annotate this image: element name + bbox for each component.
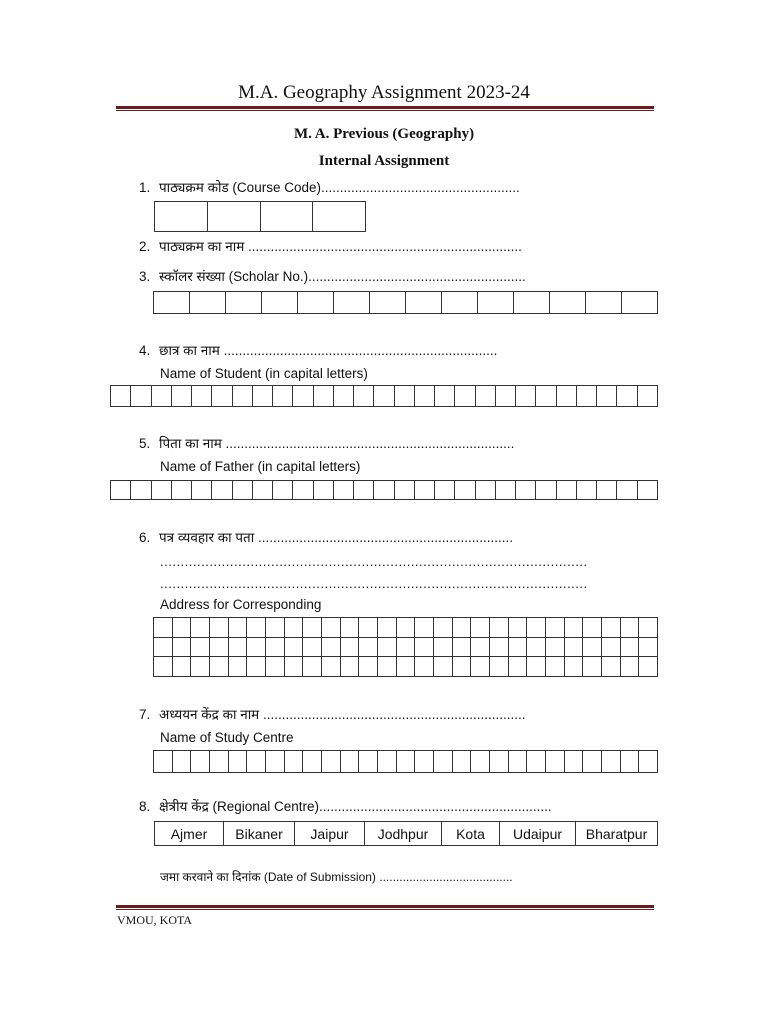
input-box[interactable] <box>527 638 546 658</box>
input-box[interactable] <box>527 657 546 677</box>
input-box[interactable] <box>565 638 584 658</box>
input-box[interactable] <box>397 638 416 658</box>
input-box[interactable] <box>577 386 597 407</box>
input-box[interactable] <box>154 618 173 638</box>
input-box[interactable] <box>229 638 248 658</box>
input-box[interactable] <box>455 481 475 500</box>
input-box[interactable] <box>617 386 637 407</box>
input-box[interactable] <box>602 751 621 773</box>
input-box[interactable] <box>190 292 226 314</box>
input-box[interactable] <box>334 292 370 314</box>
field-number: 2. <box>139 239 151 254</box>
input-box[interactable] <box>303 618 322 638</box>
input-box[interactable] <box>152 386 172 407</box>
address-line-2: ........................................................................................................ <box>160 554 588 569</box>
input-box[interactable] <box>471 638 490 658</box>
input-box[interactable] <box>131 481 151 500</box>
input-box[interactable] <box>602 618 621 638</box>
input-box[interactable] <box>639 751 658 773</box>
field-number: 6. <box>139 530 151 545</box>
input-box[interactable] <box>247 638 266 658</box>
input-box[interactable] <box>334 481 354 500</box>
field-number: 5. <box>139 436 151 451</box>
input-box[interactable] <box>173 638 192 658</box>
field-label: पिता का नाम ............................................................................. <box>159 436 515 451</box>
input-box[interactable] <box>435 386 455 407</box>
input-box[interactable] <box>453 638 472 658</box>
input-box[interactable] <box>415 618 434 638</box>
input-box[interactable] <box>359 638 378 658</box>
input-box[interactable] <box>210 751 229 773</box>
input-box[interactable] <box>550 292 586 314</box>
input-box[interactable] <box>293 386 313 407</box>
field-number: 4. <box>139 343 151 358</box>
input-box[interactable] <box>415 751 434 773</box>
centre-option-jaipur[interactable]: Jaipur <box>295 822 365 845</box>
field-label: पाठ्यक्रम का नाम ......................................................................... <box>159 239 522 254</box>
input-box[interactable] <box>557 481 577 500</box>
input-box[interactable] <box>273 481 293 500</box>
input-box[interactable] <box>359 618 378 638</box>
input-box[interactable] <box>395 386 415 407</box>
course-subtitle: M. A. Previous (Geography) <box>293 126 475 142</box>
input-box[interactable] <box>621 751 640 773</box>
input-box[interactable] <box>397 751 416 773</box>
input-box[interactable] <box>516 481 536 500</box>
input-box[interactable] <box>374 481 394 500</box>
input-box[interactable] <box>639 618 658 638</box>
input-box[interactable] <box>453 751 472 773</box>
field-scholar-no <box>139 267 526 285</box>
input-box[interactable] <box>341 638 360 658</box>
input-box[interactable] <box>527 618 546 638</box>
input-box[interactable] <box>583 618 602 638</box>
input-box[interactable] <box>639 638 658 658</box>
address-line-3: ........................................................................................................ <box>160 576 588 591</box>
father-name-boxes[interactable] <box>110 480 658 500</box>
input-box[interactable] <box>322 657 341 677</box>
input-box[interactable] <box>341 618 360 638</box>
input-box[interactable] <box>565 657 584 677</box>
input-box[interactable] <box>434 657 453 677</box>
input-box[interactable] <box>370 292 406 314</box>
input-box[interactable] <box>476 386 496 407</box>
input-box[interactable] <box>247 618 266 638</box>
input-box[interactable] <box>266 751 285 773</box>
input-box[interactable] <box>172 481 192 500</box>
input-box[interactable] <box>208 202 261 232</box>
input-box[interactable] <box>374 386 394 407</box>
input-box[interactable] <box>471 751 490 773</box>
header-divider-thin <box>116 110 654 111</box>
input-box[interactable] <box>597 386 617 407</box>
field-number: 1. <box>139 180 151 195</box>
input-box[interactable] <box>334 386 354 407</box>
field-course-code <box>139 178 520 196</box>
field-number: 8. <box>139 799 151 814</box>
input-box[interactable] <box>192 481 212 500</box>
input-box[interactable] <box>341 751 360 773</box>
input-box[interactable] <box>434 751 453 773</box>
input-box[interactable] <box>313 202 366 232</box>
input-box[interactable] <box>303 638 322 658</box>
input-box[interactable] <box>233 481 253 500</box>
input-box[interactable] <box>378 751 397 773</box>
input-box[interactable] <box>303 751 322 773</box>
input-box[interactable] <box>490 618 509 638</box>
input-box[interactable] <box>173 751 192 773</box>
input-box[interactable] <box>285 657 304 677</box>
input-box[interactable] <box>509 618 528 638</box>
field-student-name <box>139 341 497 359</box>
input-box[interactable] <box>415 386 435 407</box>
assignment-subtitle: Internal Assignment <box>318 153 450 169</box>
address-boxes[interactable] <box>153 617 658 677</box>
input-box[interactable] <box>359 751 378 773</box>
input-box[interactable] <box>415 638 434 658</box>
input-box[interactable] <box>378 638 397 658</box>
input-box[interactable] <box>442 292 478 314</box>
field-study-centre <box>139 705 526 723</box>
regional-centre-options <box>154 821 658 846</box>
input-box[interactable] <box>273 386 293 407</box>
input-box[interactable] <box>253 481 273 500</box>
input-box[interactable] <box>583 638 602 658</box>
field-label: छात्र का नाम ......................................................................... <box>159 343 498 358</box>
input-box[interactable] <box>359 657 378 677</box>
input-box[interactable] <box>496 386 516 407</box>
input-box[interactable] <box>229 657 248 677</box>
input-box[interactable] <box>322 618 341 638</box>
input-box[interactable] <box>173 657 192 677</box>
input-box[interactable] <box>229 618 248 638</box>
input-box[interactable] <box>453 657 472 677</box>
input-box[interactable] <box>471 657 490 677</box>
input-box[interactable] <box>397 657 416 677</box>
centre-option-udaipur[interactable]: Udaipur <box>500 822 576 845</box>
student-name-boxes[interactable] <box>110 385 658 407</box>
field-label: पाठ्यक्रम कोड (Course Code)..................................................... <box>159 180 520 195</box>
input-box[interactable] <box>557 386 577 407</box>
input-box[interactable] <box>172 386 192 407</box>
input-box[interactable] <box>621 657 640 677</box>
input-box[interactable] <box>131 386 151 407</box>
input-box[interactable] <box>233 386 253 407</box>
input-box[interactable] <box>191 657 210 677</box>
field-address <box>139 528 513 546</box>
input-box[interactable] <box>638 481 658 500</box>
input-box[interactable] <box>586 292 622 314</box>
input-box[interactable] <box>536 386 556 407</box>
input-box[interactable] <box>565 751 584 773</box>
centre-option-kota[interactable]: Kota <box>442 822 500 845</box>
father-name-hint: Name of Father (in capital letters) <box>160 459 361 474</box>
input-box[interactable] <box>341 657 360 677</box>
input-box[interactable] <box>546 751 565 773</box>
centre-option-jodhpur[interactable]: Jodhpur <box>365 822 442 845</box>
input-box[interactable] <box>155 202 208 232</box>
student-name-hint: Name of Student (in capital letters) <box>160 366 368 381</box>
input-box[interactable] <box>490 657 509 677</box>
centre-option-ajmer[interactable]: Ajmer <box>155 822 224 845</box>
input-box[interactable] <box>602 638 621 658</box>
input-box[interactable] <box>577 481 597 500</box>
course-code-boxes[interactable] <box>154 201 366 232</box>
input-box[interactable] <box>471 618 490 638</box>
input-box[interactable] <box>415 657 434 677</box>
input-box[interactable] <box>509 657 528 677</box>
input-box[interactable] <box>490 751 509 773</box>
input-box[interactable] <box>253 386 273 407</box>
input-box[interactable] <box>210 638 229 658</box>
input-box[interactable] <box>285 751 304 773</box>
footer-text: VMOU, KOTA <box>117 913 193 927</box>
input-box[interactable] <box>509 638 528 658</box>
input-box[interactable] <box>354 386 374 407</box>
input-box[interactable] <box>266 618 285 638</box>
input-box[interactable] <box>191 638 210 658</box>
input-box[interactable] <box>546 618 565 638</box>
input-box[interactable] <box>285 638 304 658</box>
input-box[interactable] <box>434 638 453 658</box>
input-box[interactable] <box>476 481 496 500</box>
input-box[interactable] <box>639 657 658 677</box>
input-box[interactable] <box>565 618 584 638</box>
input-box[interactable] <box>509 751 528 773</box>
input-box[interactable] <box>154 638 173 658</box>
field-label: स्कॉलर संख्या (Scholar No.).......................................................... <box>159 269 526 284</box>
input-box[interactable] <box>434 618 453 638</box>
input-box[interactable] <box>638 386 658 407</box>
input-box[interactable] <box>191 618 210 638</box>
input-box[interactable] <box>314 481 334 500</box>
input-box[interactable] <box>322 638 341 658</box>
input-box[interactable] <box>395 481 415 500</box>
input-box[interactable] <box>111 481 131 500</box>
input-box[interactable] <box>314 386 334 407</box>
field-course-name <box>139 237 522 255</box>
input-box[interactable] <box>261 202 314 232</box>
input-box[interactable] <box>621 618 640 638</box>
input-box[interactable] <box>378 657 397 677</box>
input-box[interactable] <box>415 481 435 500</box>
field-father-name <box>139 434 514 452</box>
study-centre-hint: Name of Study Centre <box>160 730 294 745</box>
input-box[interactable] <box>583 657 602 677</box>
centre-option-bharatpur[interactable]: Bharatpur <box>585 825 648 842</box>
input-box[interactable] <box>397 618 416 638</box>
input-box[interactable] <box>293 481 313 500</box>
input-box[interactable] <box>516 386 536 407</box>
input-box[interactable] <box>617 481 637 500</box>
input-box[interactable] <box>111 386 131 407</box>
input-box[interactable] <box>322 751 341 773</box>
address-hint: Address for Corresponding <box>160 597 322 612</box>
input-box[interactable] <box>546 638 565 658</box>
input-box[interactable] <box>154 657 173 677</box>
input-box[interactable] <box>285 618 304 638</box>
input-box[interactable] <box>212 481 232 500</box>
input-box[interactable] <box>478 292 514 314</box>
input-box[interactable] <box>247 751 266 773</box>
field-regional-centre <box>139 797 552 815</box>
header-divider <box>116 106 654 109</box>
input-box[interactable] <box>597 481 617 500</box>
input-box[interactable] <box>266 638 285 658</box>
input-box[interactable] <box>621 638 640 658</box>
input-box[interactable] <box>490 638 509 658</box>
input-box[interactable] <box>453 618 472 638</box>
input-box[interactable] <box>229 751 248 773</box>
field-label: पत्र व्यवहार का पता .................................................................... <box>159 530 514 545</box>
field-label: क्षेत्रीय केंद्र (Regional Centre).............................................................. <box>159 799 552 814</box>
input-box[interactable] <box>210 657 229 677</box>
input-box[interactable] <box>192 386 212 407</box>
input-box[interactable] <box>262 292 298 314</box>
input-box[interactable] <box>546 657 565 677</box>
input-box[interactable] <box>602 657 621 677</box>
study-centre-boxes[interactable] <box>153 750 658 773</box>
input-box[interactable] <box>173 618 192 638</box>
input-box[interactable] <box>527 751 546 773</box>
input-box[interactable] <box>378 618 397 638</box>
input-box[interactable] <box>514 292 550 314</box>
field-number: 7. <box>139 707 151 722</box>
input-box[interactable] <box>354 481 374 500</box>
submission-date-line: जमा करवाने का दिनांक (Date of Submission) ........................................ <box>160 870 513 884</box>
input-box[interactable] <box>247 657 266 677</box>
field-label: अध्ययन केंद्र का नाम ...................................................................... <box>159 707 526 722</box>
input-box[interactable] <box>303 657 322 677</box>
input-box[interactable] <box>154 292 190 314</box>
input-box[interactable] <box>496 481 516 500</box>
input-box[interactable] <box>406 292 442 314</box>
input-box[interactable] <box>191 751 210 773</box>
input-box[interactable] <box>455 386 475 407</box>
footer-divider-thin <box>116 909 654 910</box>
input-box[interactable] <box>583 751 602 773</box>
input-box[interactable] <box>154 751 173 773</box>
input-box[interactable] <box>435 481 455 500</box>
input-box[interactable] <box>536 481 556 500</box>
input-box[interactable] <box>298 292 334 314</box>
input-box[interactable] <box>266 657 285 677</box>
input-box[interactable] <box>212 386 232 407</box>
footer-divider <box>116 905 654 908</box>
document-title: M.A. Geography Assignment 2023-24 <box>238 82 530 103</box>
input-box[interactable] <box>226 292 262 314</box>
input-box[interactable] <box>622 292 658 314</box>
centre-option-bikaner[interactable]: Bikaner <box>224 822 295 845</box>
field-number: 3. <box>139 269 151 284</box>
scholar-no-boxes[interactable] <box>153 291 658 314</box>
input-box[interactable] <box>152 481 172 500</box>
input-box[interactable] <box>210 618 229 638</box>
